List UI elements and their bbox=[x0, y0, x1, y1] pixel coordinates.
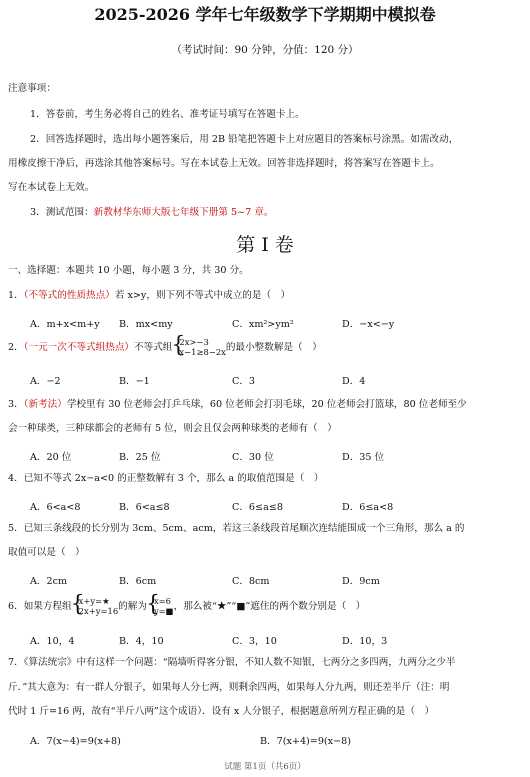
q5-option-c: C．8cm bbox=[232, 576, 270, 587]
system-line-1: { 2x>−3 bbox=[179, 337, 209, 347]
question-7-line1: 7．《算法统宗》中有这样一个问题：“隔墙听得客分银，不知人数不知银，七两分之多四两，九两分之少半 bbox=[8, 657, 456, 668]
question-5-line2: 取值可以是（ ） bbox=[8, 547, 85, 558]
notice-item-2-line1: 2．回答选择题时，选出每小题答案后，用 2B 铅笔把答题卡上对应题目的答案标号涂黑。如需改动， bbox=[30, 134, 459, 145]
notice-item-3-prefix: 3．测试范围： bbox=[30, 207, 94, 218]
question-3-line1 bbox=[8, 400, 467, 410]
volume-title: 第 I 卷 bbox=[236, 234, 294, 256]
q6-option-d: D．10，3 bbox=[342, 636, 388, 647]
notice-item-2-line2: 用橡皮擦干净后，再选涂其他答案标号。写在本试卷上无效。回答非选择题时，将答案写在答题卡上。 bbox=[8, 158, 440, 169]
exam-subtitle: （考试时间：90 分钟，分值：120 分） bbox=[171, 44, 359, 56]
exam-title: 2025-2026 学年七年级数学下学期期中模拟卷 bbox=[94, 5, 436, 24]
question-6-mid: 的解为 bbox=[118, 601, 147, 612]
question-1 bbox=[8, 291, 290, 301]
question-2-number: 2． bbox=[8, 342, 24, 353]
question-2-inequality-system bbox=[172, 338, 225, 357]
q4-option-c: C．6≤a≤8 bbox=[232, 502, 283, 513]
notice-item-1: 1．答卷前，考生务必将自己的姓名、准考证号填写在答题卡上。 bbox=[30, 109, 305, 120]
q1-option-b: B．mx<my bbox=[119, 319, 173, 330]
q2-option-d: D．4 bbox=[342, 376, 366, 387]
question-1-tag: （不等式的性质热点） bbox=[23, 290, 115, 301]
notice-item-3 bbox=[30, 208, 274, 218]
question-2-pre: 不等式组 bbox=[134, 342, 173, 353]
q4-option-a: A．6<a<8 bbox=[30, 502, 81, 513]
notice-item-2-line3: 写在本试卷上无效。 bbox=[8, 182, 95, 193]
q3-option-b: B．25 位 bbox=[119, 452, 161, 463]
q5-option-d: D．9cm bbox=[342, 576, 380, 587]
question-2-post: 的最小整数解是（ ） bbox=[225, 342, 322, 353]
q6-option-a: A．10，4 bbox=[30, 636, 75, 647]
q3-option-c: C．30 位 bbox=[232, 452, 274, 463]
question-7-line3: 代时 1 斤=16 两，故有“半斤八两”这个成语）．设有 x 人分银子，根据题意所列方程正确的是（ ） bbox=[8, 706, 435, 717]
q7-option-b: B．7(x+4)=9(x−8) bbox=[260, 736, 351, 747]
q4-option-b: B．6<a≤8 bbox=[119, 502, 170, 513]
q4-option-d: D．6≤a<8 bbox=[342, 502, 394, 513]
q2-option-a: A．−2 bbox=[30, 376, 61, 387]
question-6-solution-system bbox=[147, 597, 174, 616]
question-2-tag: （一元一次不等式组热点） bbox=[23, 342, 135, 353]
question-3-number: 3． bbox=[8, 399, 24, 410]
question-3-text: 学校里有 30 位老师会打乒乓球，60 位老师会打羽毛球，20 位老师会打篮球，80 位老师至少 bbox=[66, 399, 467, 410]
question-7-line2: 斤．”其大意为：有一群人分银子，如果每人分七两，则剩余四两，如果每人分九两，则还差半斤（注：明 bbox=[8, 682, 450, 693]
equation-line-2: 2x+y=16 bbox=[78, 605, 119, 616]
solution-line-1: { x=6 bbox=[153, 596, 172, 606]
q2-option-b: B．−1 bbox=[119, 376, 150, 387]
section-heading: 一、选择题：本题共 10 小题，每小题 3 分，共 30 分。 bbox=[8, 265, 249, 276]
question-6-pre: 6．如果方程组 bbox=[8, 601, 72, 612]
page-footer: 试题 第1页（共6页） bbox=[224, 762, 306, 772]
question-4: 4．已知不等式 2x−a<0 的正整数解有 3 个，那么 a 的取值范围是（ ） bbox=[8, 473, 324, 484]
q2-option-c: C．3 bbox=[232, 376, 256, 387]
test-scope: 新教材华东师大版七年级下册第 5~7 章。 bbox=[93, 207, 274, 218]
question-6 bbox=[8, 597, 365, 616]
q1-option-d: D．−x<−y bbox=[342, 319, 395, 330]
question-6-equation-system bbox=[72, 597, 118, 616]
solution-line-2: y=■ bbox=[153, 605, 174, 616]
q5-option-b: B．6cm bbox=[119, 576, 157, 587]
q1-option-c: C．xm²>ym² bbox=[232, 319, 294, 330]
question-6-post: ，那么被“★”“■”遮住的两个数分别是（ ） bbox=[173, 601, 366, 612]
question-1-text: 若 x>y，则下列不等式中成立的是（ ） bbox=[114, 290, 291, 301]
q6-option-b: B．4，10 bbox=[119, 636, 164, 647]
q3-option-d: D．35 位 bbox=[342, 452, 385, 463]
system-line-2: x−1≥8−2x bbox=[179, 346, 226, 357]
equation-line-1: { x+y=★ bbox=[78, 596, 110, 606]
question-3-line2: 会一种球类，三种球都会的老师有 5 位，则会且仅会两种球类的老师有（ ） bbox=[8, 423, 337, 434]
question-1-number: 1． bbox=[8, 290, 24, 301]
notice-heading: 注意事项： bbox=[8, 83, 56, 94]
question-3-tag: （新考法） bbox=[23, 399, 67, 410]
question-5-line1: 5．已知三条线段的长分别为 3cm、5cm、acm，若这三条线段首尾顺次连结能围成一个三角形，那么 a 的 bbox=[8, 523, 465, 534]
q3-option-a: A．20 位 bbox=[30, 452, 72, 463]
q6-option-c: C．3，10 bbox=[232, 636, 277, 647]
q7-option-a: A．7(x−4)=9(x+8) bbox=[30, 736, 121, 747]
question-2 bbox=[8, 338, 322, 357]
q5-option-a: A．2cm bbox=[30, 576, 68, 587]
q1-option-a: A．m+x<m+y bbox=[30, 319, 100, 330]
